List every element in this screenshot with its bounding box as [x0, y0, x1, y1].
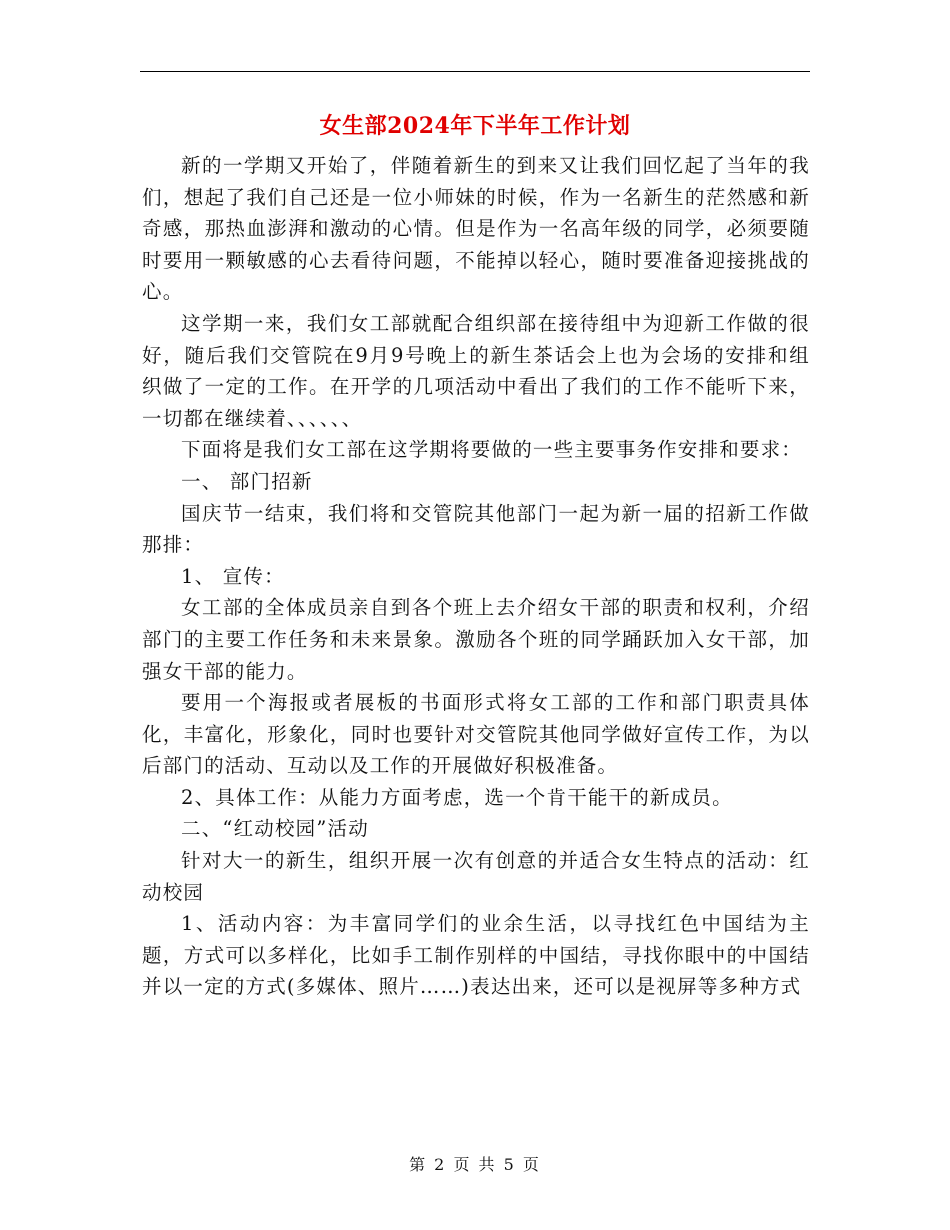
header-rule — [140, 71, 810, 72]
paragraph-plan-intro: 下面将是我们女工部在这学期将要做的一些主要事务作安排和要求： — [181, 438, 803, 462]
section-heading-recruitment: 一、 部门招新 — [181, 469, 313, 493]
document-title: 女生部2024年下半年工作计划 — [319, 113, 631, 139]
paragraph-activity-content: 1、活动内容：为丰富同学们的业余生活，以寻找红色中国结为主题，方式可以多样化，比如手工制作别样的中国结，寻找你眼中的中国结并以一定的方式(多媒体、照片……)表达出来，还可以是视屏等多种方式 — [142, 912, 810, 999]
paragraph-semester-work: 这学期一来，我们女工部就配合组织部在接待组中为迎新工作做的很好，随后我们交管院在9月9号晚上的新生茶话会上也为会场的安排和组织做了一定的工作。在开学的几项活动中看出了我们的工作不能听下来，一切都在继续着、、、、、、 — [142, 311, 810, 430]
page-number-footer: 第 2 页 共 5 页 — [409, 1155, 541, 1174]
paragraph-intro: 新的一学期又开始了，伴随着新生的到来又让我们回忆起了当年的我们，想起了我们自己还是一位小师妹的时候，作为一名新生的茫然感和新奇感，那热血澎湃和激动的心情。但是作为一名高年级的同学，必须要随时要用一颗敏感的心去看待问题，不能掉以轻心，随时要准备迎接挑战的心。 — [142, 154, 810, 304]
section-heading-red-campus: 二、“红动校园”活动 — [181, 817, 369, 841]
paragraph-publicity-2: 要用一个海报或者展板的书面形式将女工部的工作和部门职责具体化，丰富化，形象化，同时也要针对交管院其他同学做好宣传工作，为以后部门的活动、互动以及工作的开展做好积极准备。 — [142, 691, 810, 778]
subheading-publicity: 1、 宣传： — [181, 564, 285, 588]
paragraph-publicity-1: 女工部的全体成员亲自到各个班上去介绍女干部的职责和权利，介绍部门的主要工作任务和未来景象。激励各个班的同学踊跃加入女干部，加强女干部的能力。 — [142, 596, 810, 683]
paragraph-recruitment: 国庆节一结束，我们将和交管院其他部门一起为新一届的招新工作做那排： — [142, 501, 810, 557]
paragraph-specific-work: 2、具体工作：从能力方面考虑，选一个肯干能干的新成员。 — [181, 785, 733, 809]
document-body — [142, 150, 810, 1003]
paragraph-red-campus: 针对大一的新生，组织开展一次有创意的并适合女生特点的活动：红动校园 — [142, 849, 810, 904]
